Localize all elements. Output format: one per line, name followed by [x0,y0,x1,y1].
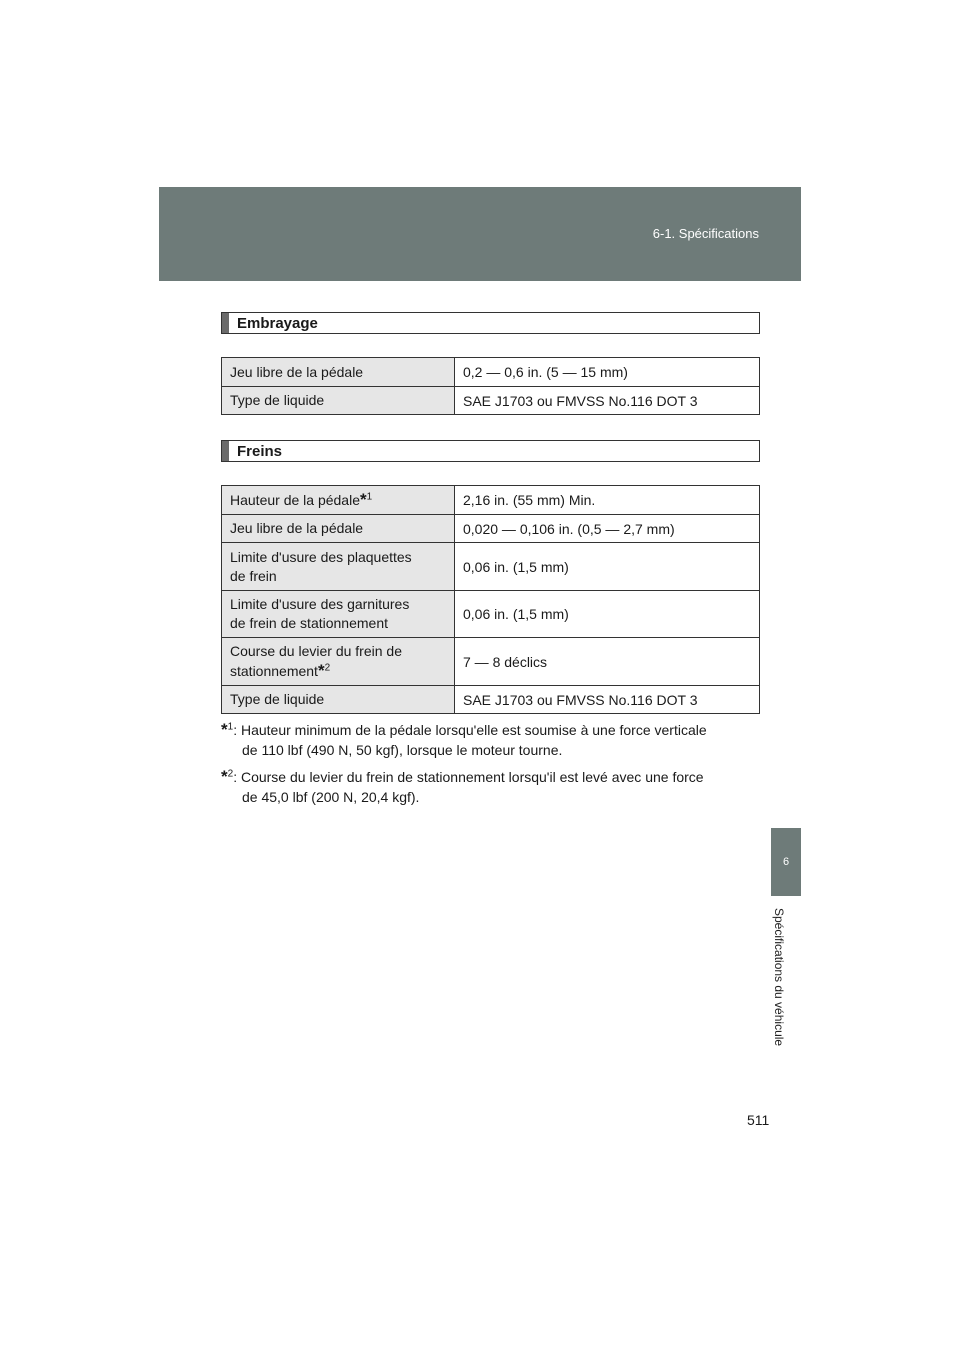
table-row [222,543,760,591]
section-title-embrayage [221,312,760,334]
section-title-label: Freins [237,442,283,460]
row-value: 0,06 in. (1,5 mm) [455,591,760,638]
row-label: Type de liquide [222,686,455,714]
footnote-number: 1 [227,721,234,733]
table-row [222,686,760,714]
footnote-star: * [221,767,228,786]
row-value: 0,2 — 0,6 in. (5 — 15 mm) [455,358,760,387]
footnote-text: : Hauteur minimum de la pédale lorsqu'elle est soumise à une force verticale [233,722,707,738]
row-value: 0,06 in. (1,5 mm) [455,543,760,591]
row-label [222,591,455,638]
row-label-line1: Course du levier du frein de [230,643,402,659]
footnote-1 [221,720,760,760]
footnote-number: 2 [227,768,234,780]
footnote-first-line [221,767,760,787]
row-label: Type de liquide [222,387,455,415]
freins-table [221,485,760,714]
footnote-text-continued: de 45,0 lbf (200 N, 20,4 kgf). [242,789,420,805]
section-title-label: Embrayage [237,314,318,332]
footnote-star: * [317,661,325,680]
footnote-star: * [360,490,367,509]
embrayage-table [221,357,760,415]
chapter-tab [771,828,801,896]
row-value: 0,020 — 0,106 in. (0,5 — 2,7 mm) [455,515,760,543]
table-row [222,591,760,638]
footnote-star: * [221,720,228,739]
row-label-line2: de frein [230,567,277,584]
page-header [159,187,801,281]
table-row [222,387,760,415]
table-row [222,358,760,387]
row-label [222,638,455,686]
table-row [222,486,760,515]
row-label [222,543,455,591]
chapter-label: Spécifications du véhicule [772,908,786,1047]
table-row [222,515,760,543]
row-value: SAE J1703 ou FMVSS No.116 DOT 3 [455,686,760,714]
header-title: 6-1. Spécifications [652,226,759,241]
row-label-line1: Limite d'usure des plaquettes [230,548,412,565]
row-label-line2: stationnement [230,663,318,679]
row-label-line1: Limite d'usure des garnitures [230,596,410,612]
footnote-first-line [221,720,760,740]
footnote-ref: 1 [366,491,373,503]
row-label-line2: de frein de stationnement [230,615,388,631]
footnote-text-continued: de 110 lbf (490 N, 50 kgf), lorsque le moteur tourne. [242,742,563,758]
row-value: 2,16 in. (55 mm) Min. [455,486,760,515]
section-title-bar [222,441,229,461]
row-label [222,486,455,515]
footnote-ref: 2 [324,662,331,674]
row-label: Jeu libre de la pédale [222,358,455,387]
row-label-text: Hauteur de la pédale [230,492,360,508]
row-value: SAE J1703 ou FMVSS No.116 DOT 3 [455,387,760,415]
chapter-number: 6 [782,856,790,868]
footnote-text: : Course du levier du frein de stationnement lorsqu'il est levé avec une force [233,769,704,785]
row-label: Jeu libre de la pédale [222,515,455,543]
row-value: 7 — 8 déclics [455,638,760,686]
table-row [222,638,760,686]
page-number: 511 [747,1112,770,1128]
section-title-freins [221,440,760,462]
footnote-2 [221,767,760,807]
section-title-bar [222,313,229,333]
